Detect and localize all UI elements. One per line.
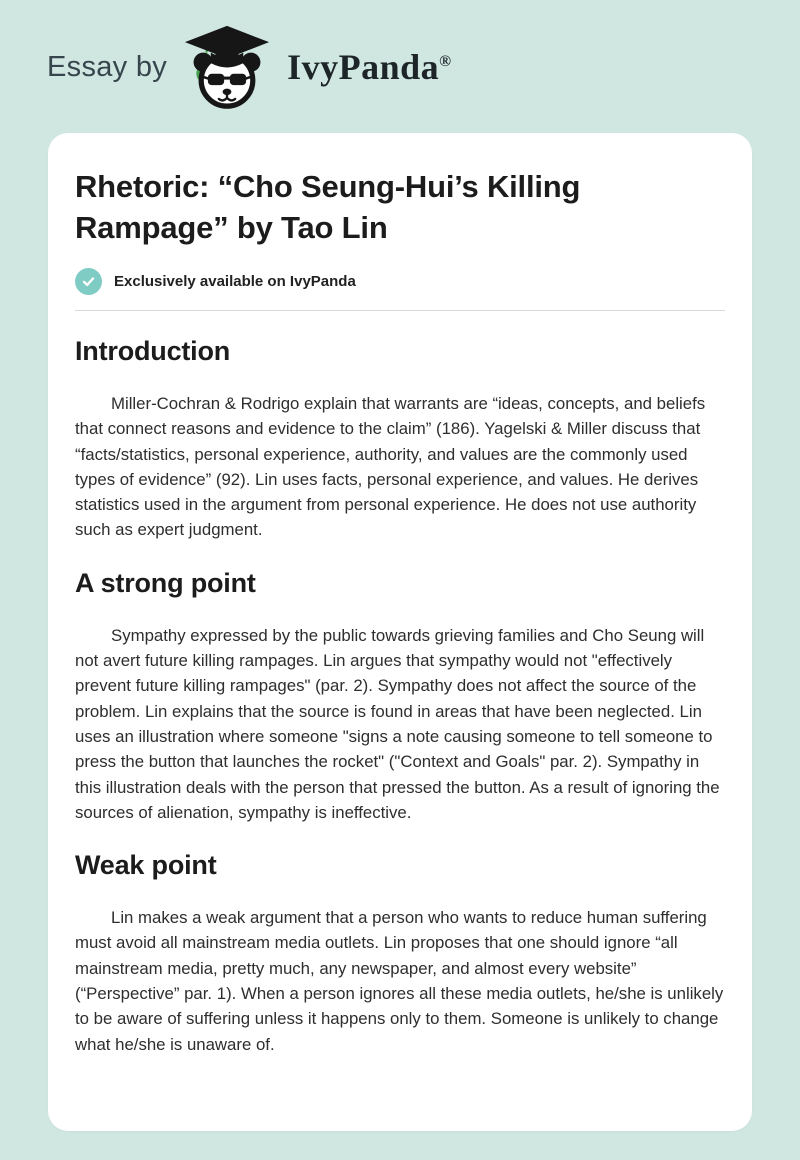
section-heading-weak-point: Weak point [75,850,217,881]
essay-title: Rhetoric: “Cho Seung-Hui’s Killing Rampage” by Tao Lin [75,169,581,245]
exclusive-badge [75,268,725,295]
section-heading-strong-point: A strong point [75,567,256,598]
section-body-weak-point: Lin makes a weak argument that a person who wants to reduce human suffering must avoid all mainstream media outlets. Lin proposes that one should ignore “all mainstream media, pretty much, any newspaper, and almost every website” (“Perspective” par. 1). When a person ignores all these media outlets, he/she is unlikely to be aware of suffering unless it happens only to them. Someone is unlikely to change what he/she is unaware of. [75,908,724,1054]
essay-card [48,133,752,1131]
section-strong-point [75,568,725,825]
exclusive-badge-label: Exclusively available on IvyPanda [114,273,356,290]
section-heading-introduction: Introduction [75,336,231,366]
brand-name [287,46,452,88]
essay-by-label: Essay by [47,50,168,83]
panda-graduate-icon [179,24,275,110]
section-body-strong-point: Sympathy expressed by the public towards grieving families and Cho Seung will not avert future killing rampages. Lin argues that sympathy would not "effectively prevent future killing rampages" (par. 2). Sympathy does not affect the source of the problem. Lin explains that the source is found in areas that have been neglected. Lin uses an illustration where someone "signs a note causing someone to tell someone to press the button that launches the rocket" ("Context and Goals" par. 2). Sympathy in this illustration deals with the person that pressed the button. As a result of ignoring the sources of alienation, sympathy is ineffective. [75,625,720,822]
checkmark-icon [75,268,102,295]
section-introduction [75,336,725,543]
brand-text: IvyPanda [287,47,440,87]
section-body-introduction: Miller-Cochran & Rodrigo explain that warrants are “ideas, concepts, and beliefs that connect reasons and evidence to the claim” (186). Yagelski & Miller discuss that “facts/statistics, personal experience, authority, and values are the commonly used types of evidence” (92). Lin uses facts, personal experience, and values. He derives statistics used in the argument from personal experience. He does not use authority such as expert judgment. [75,394,706,540]
section-weak-point [75,850,725,1057]
registered-mark: ® [439,53,452,70]
divider [75,310,725,311]
site-header [0,0,800,110]
